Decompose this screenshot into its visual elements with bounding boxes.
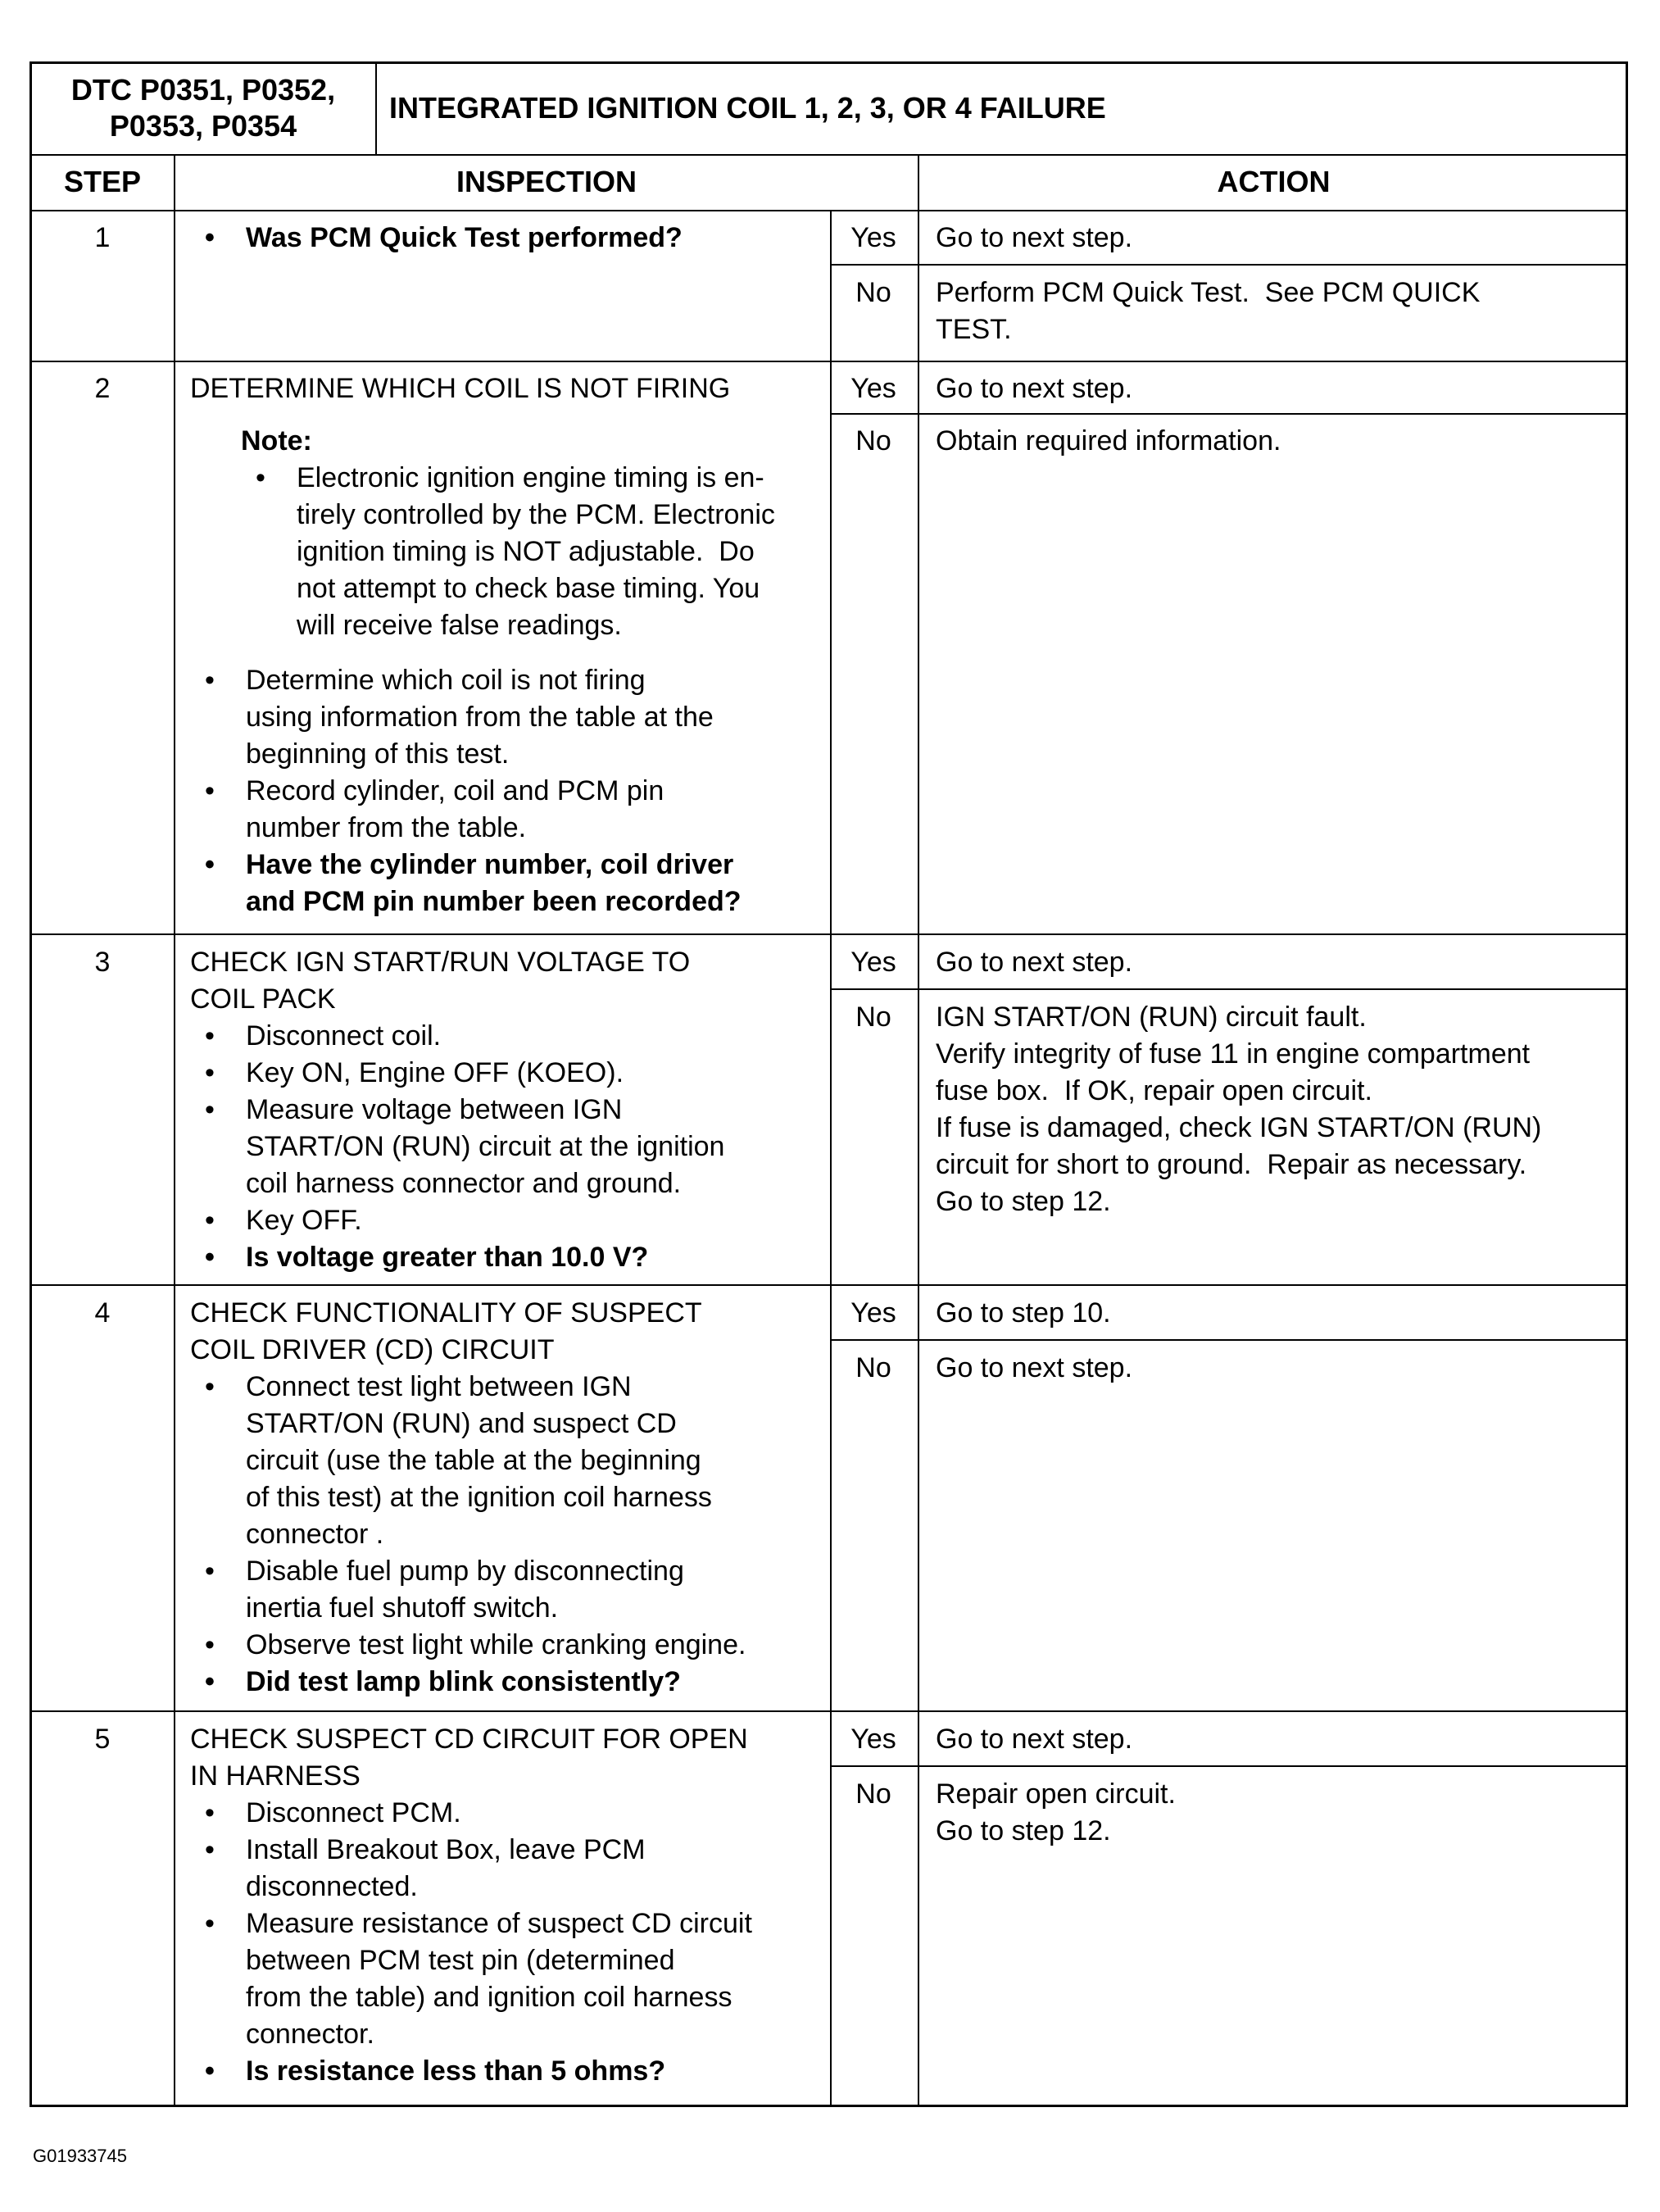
list-item: • Record cylinder, coil and PCM pin number from the table.: [190, 773, 821, 847]
list-item: • Measure resistance of suspect CD circuit between PCM test pin (determined from the table) and ignition coil harness connector.: [190, 1905, 821, 2053]
list-item: • Connect test light between IGN START/ON (RUN) and suspect CD circuit (use the table at the beginning of this test) at the ignition coil harness connector .: [190, 1369, 821, 1553]
divider: [29, 210, 1628, 211]
divider: [29, 1284, 1628, 1286]
column-header-step: STEP: [63, 165, 142, 198]
divider: [29, 154, 1628, 156]
yes-label: Yes: [850, 1724, 896, 1755]
step-heading: DETERMINE WHICH COIL IS NOT FIRING: [190, 373, 731, 404]
list-item: • Is voltage greater than 10.0 V?: [190, 1239, 821, 1276]
list-item: • Key OFF.: [190, 1202, 821, 1239]
no-label: No: [855, 1778, 891, 1810]
no-label: No: [855, 1352, 891, 1383]
column-header-inspection: INSPECTION: [456, 165, 637, 198]
divider: [29, 933, 1628, 935]
divider: [918, 154, 919, 2107]
list-item: • Key ON, Engine OFF (KOEO).: [190, 1055, 821, 1092]
divider: [830, 210, 832, 2107]
divider: [830, 1765, 1628, 1767]
step-number: 4: [94, 1297, 111, 1329]
list-item: • Disable fuel pump by disconnecting inertia fuel shutoff switch.: [190, 1553, 821, 1627]
yes-action: Go to next step.: [936, 222, 1133, 253]
step-number: 1: [94, 222, 111, 253]
step-number: 5: [94, 1724, 111, 1755]
divider: [29, 361, 1628, 362]
note-bullets: [241, 460, 823, 644]
yes-label: Yes: [850, 947, 896, 978]
divider: [375, 61, 377, 154]
inspection-bullets: [190, 1018, 821, 1276]
inspection-bullets: [190, 1369, 821, 1701]
no-label: No: [855, 277, 891, 308]
no-label: No: [855, 425, 891, 456]
no-action: IGN START/ON (RUN) circuit fault. Verify integrity of fuse 11 in engine compartment fuse box. If OK, repair open circuit. If fuse is damaged, check IGN START/ON (RUN) circuit for short to ground. Repair as necessary. Go to step 12.: [936, 1002, 1542, 1217]
divider: [174, 154, 175, 2107]
divider: [830, 1339, 1628, 1341]
yes-action: Go to next step.: [936, 373, 1133, 404]
divider: [830, 413, 1628, 415]
yes-label: Yes: [850, 222, 896, 253]
list-item: • Disconnect PCM.: [190, 1795, 821, 1832]
yes-label: Yes: [850, 373, 896, 404]
yes-action: Go to next step.: [936, 1724, 1133, 1755]
step-heading: CHECK FUNCTIONALITY OF SUSPECT COIL DRIVER (CD) CIRCUIT: [190, 1297, 702, 1365]
step-number: 3: [94, 947, 111, 978]
divider: [830, 988, 1628, 990]
inspection-bullets: [190, 1795, 821, 2090]
dtc-codes: DTC P0351, P0352, P0353, P0354: [70, 73, 336, 143]
no-action: Perform PCM Quick Test. See PCM QUICK TEST.: [936, 277, 1481, 345]
divider: [830, 264, 1628, 266]
no-action: Repair open circuit. Go to step 12.: [936, 1778, 1176, 1846]
step-heading: CHECK SUSPECT CD CIRCUIT FOR OPEN IN HARNESS: [190, 1724, 748, 1792]
list-item: • Measure voltage between IGN START/ON (RUN) circuit at the ignition coil harness connector and ground.: [190, 1092, 821, 1202]
list-item: • Determine which coil is not firing using information from the table at the beginning of this test.: [190, 662, 821, 773]
list-item: • Install Breakout Box, leave PCM disconnected.: [190, 1832, 821, 1905]
figure-id: G01933745: [33, 2146, 127, 2166]
step-number: 2: [94, 373, 111, 404]
divider: [29, 1710, 1628, 1712]
note-label: Note:: [241, 425, 312, 456]
list-item: • Disconnect coil.: [190, 1018, 821, 1055]
list-item: • Is resistance less than 5 ohms?: [190, 2053, 821, 2090]
inspection-bullets: [190, 662, 821, 920]
inspection-bullets: [190, 220, 821, 257]
page-title: INTEGRATED IGNITION COIL 1, 2, 3, OR 4 FAILURE: [389, 91, 1106, 125]
no-action: Obtain required information.: [936, 425, 1281, 456]
yes-action: Go to next step.: [936, 947, 1133, 978]
list-item: • Electronic ignition engine timing is en- tirely controlled by the PCM. Electronic ignition timing is NOT adjustable. Do not attempt to check base timing. You will receive false readings.: [241, 460, 823, 644]
no-label: No: [855, 1002, 891, 1033]
yes-label: Yes: [850, 1297, 896, 1329]
list-item: • Was PCM Quick Test performed?: [190, 220, 821, 257]
list-item: • Observe test light while cranking engine.: [190, 1627, 821, 1664]
column-header-action: ACTION: [1217, 165, 1331, 198]
step-heading: CHECK IGN START/RUN VOLTAGE TO COIL PACK: [190, 947, 691, 1015]
yes-action: Go to step 10.: [936, 1297, 1111, 1329]
no-action: Go to next step.: [936, 1352, 1133, 1383]
list-item: • Have the cylinder number, coil driver and PCM pin number been recorded?: [190, 847, 821, 920]
list-item: • Did test lamp blink consistently?: [190, 1664, 821, 1701]
